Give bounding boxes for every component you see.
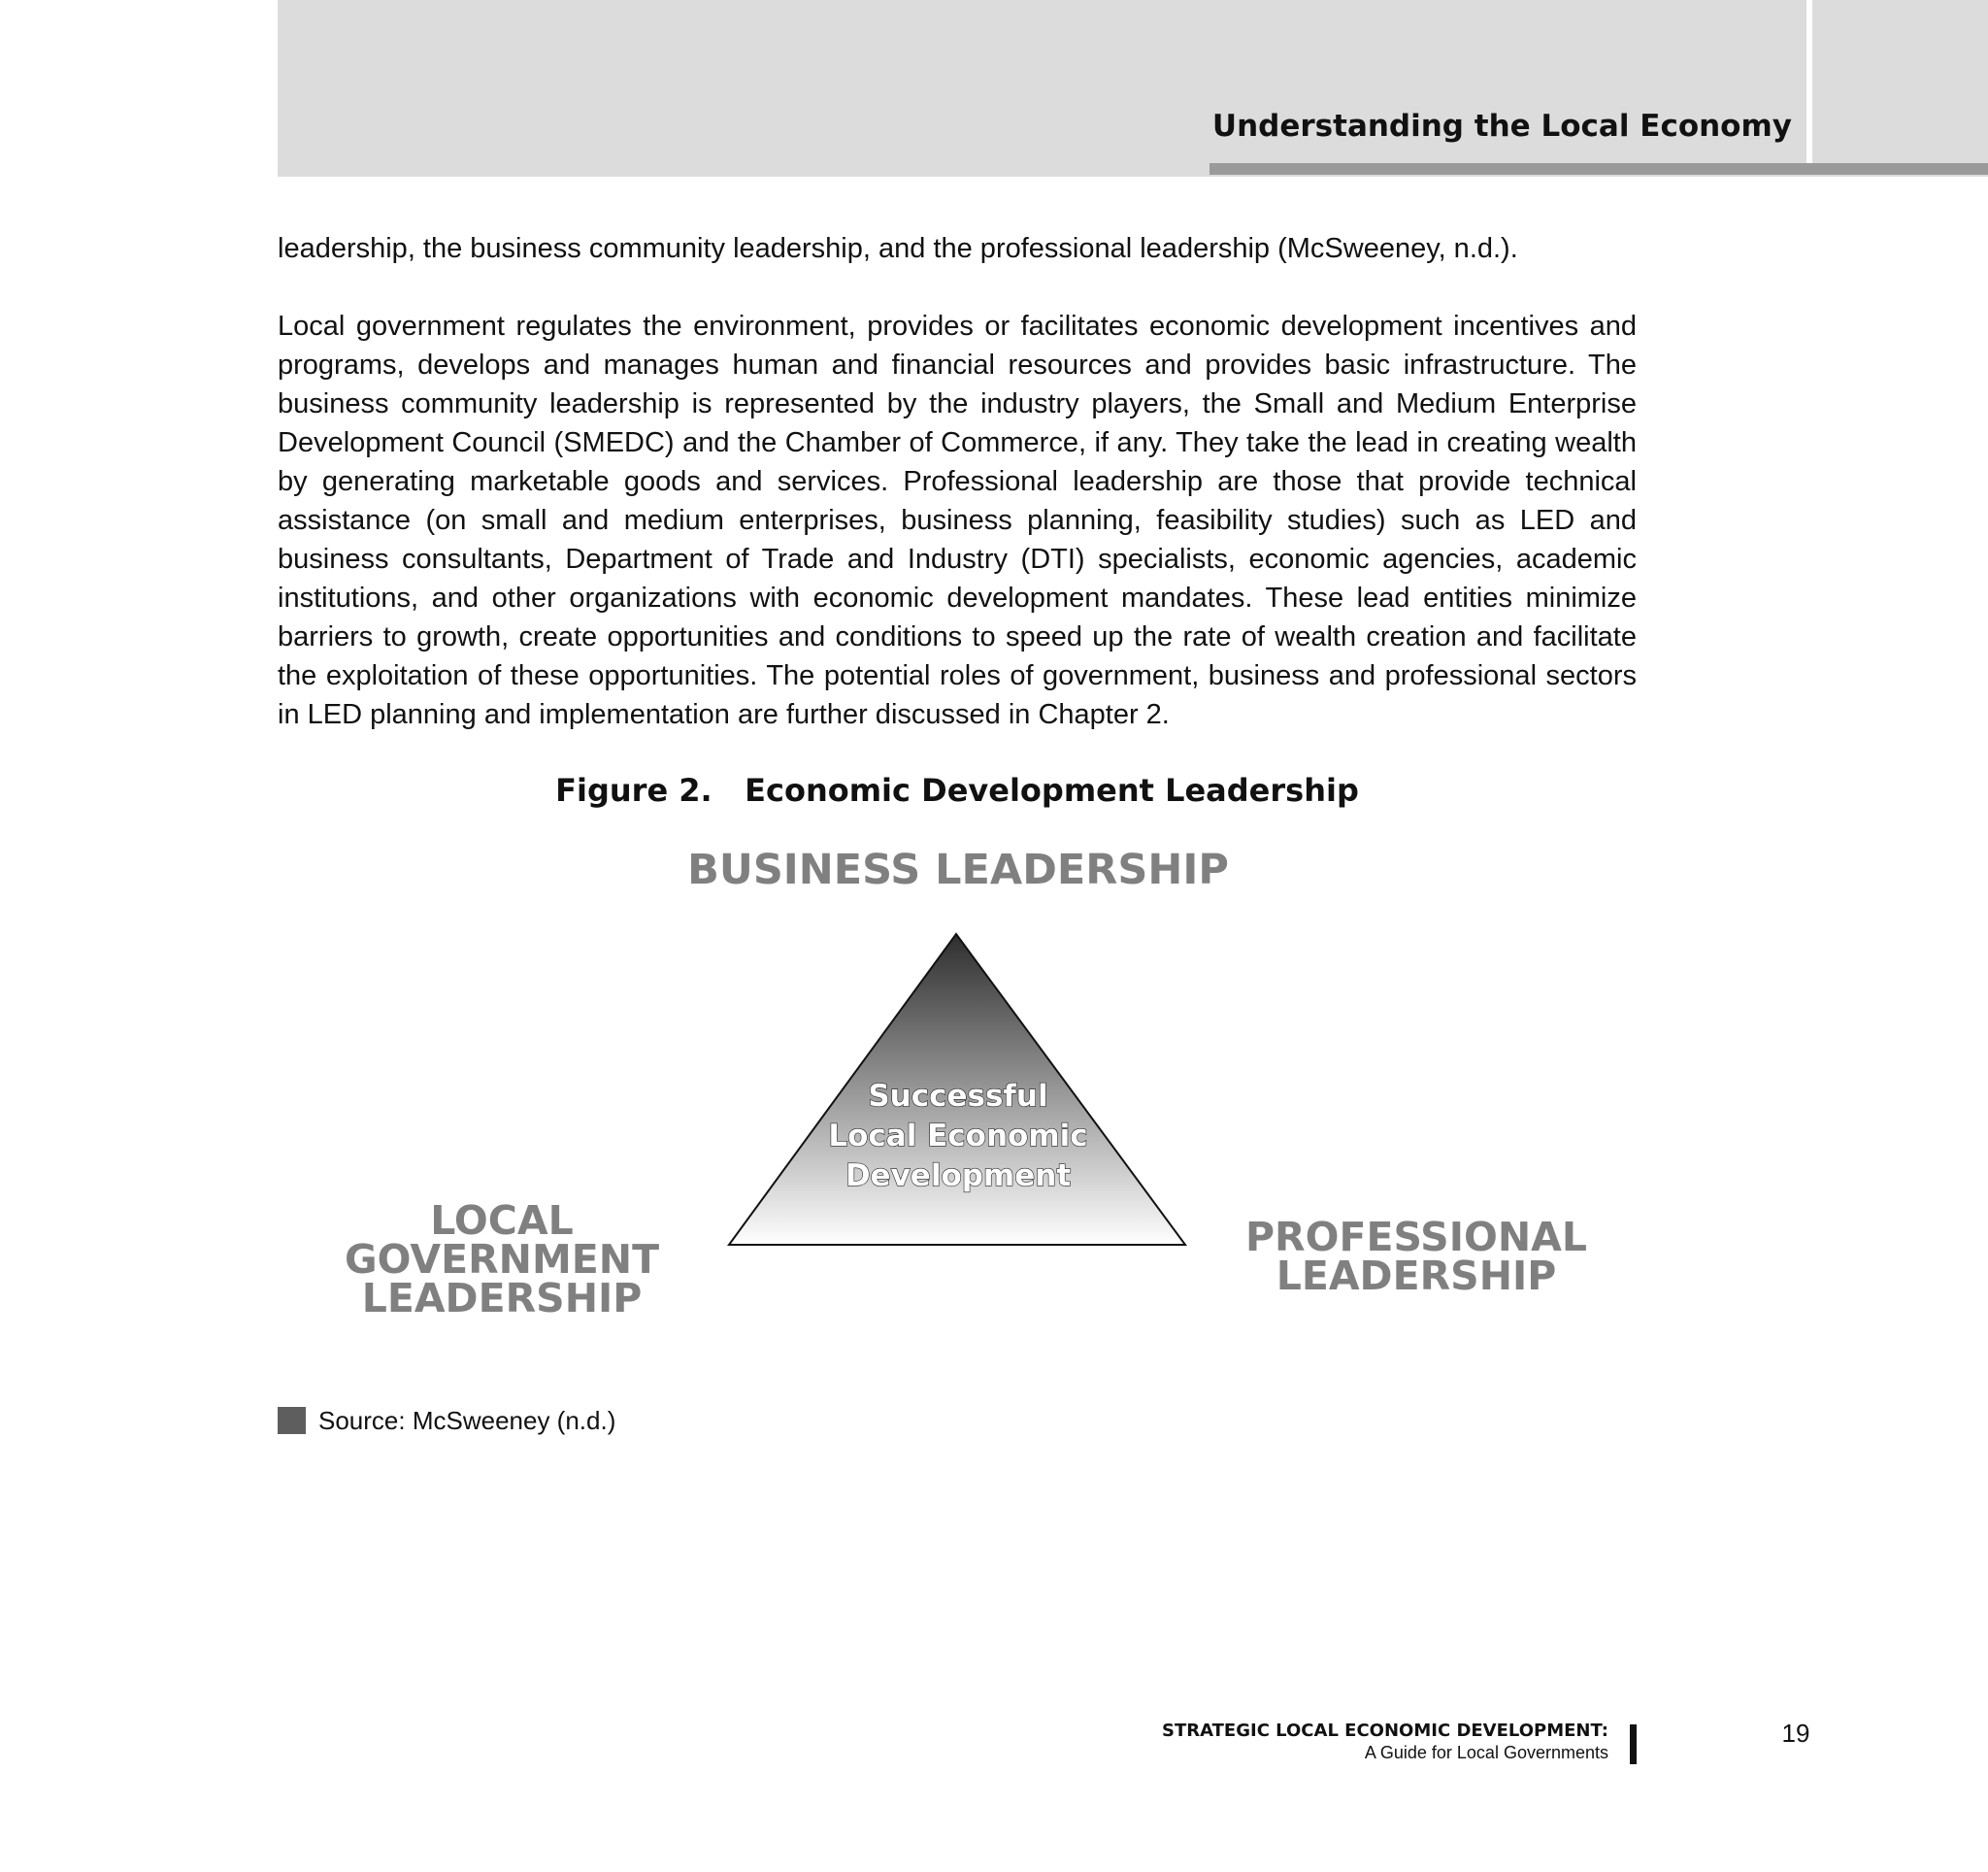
center-label-line-2: Local Economic [828, 1119, 1088, 1153]
center-label-line-3: Development [845, 1158, 1072, 1193]
figure-caption: Figure 2. Economic Development Leadership [555, 772, 1359, 809]
business-leadership-label: BUSINESS LEADERSHIP [687, 846, 1229, 894]
footer-title: STRATEGIC LOCAL ECONOMIC DEVELOPMENT: [1162, 1721, 1608, 1741]
right-label-line-2: LEADERSHIP [1276, 1253, 1557, 1299]
center-label-line-1: Successful [868, 1079, 1048, 1114]
left-label-line-1: LOCAL [430, 1197, 574, 1244]
body-paragraph: Local government regulates the environment, provides or facilitates economic development incentives and programs, develops and manages human and financial resources and provides basic infrastructure. The business community leadership is represented by the industry players, the Small and Medium Enterprise Development Council (SMEDC) and the Chamber of Commerce, if any. They take the lead in creating wealth by generating marketable goods and services. Professional leadership are those that provide technical assistance (on small and medium enterprises, business planning, feasibility studies) such as LED and business consultants, Department of Trade and Industry (DTI) specialists, economic agencies, academic institutions, and other organizations with economic development mandates. These lead entities minimize barriers to growth, create opportunities and conditions to speed up the rate of wealth creation and facilitate the exploitation of these opportunities. The potential roles of government, business and professional sectors in LED planning and implementation are further discussed in Chapter 2. [278, 311, 1637, 730]
footer-subtitle: A Guide for Local Governments [1364, 1743, 1608, 1762]
left-label-line-2: GOVERNMENT [344, 1236, 660, 1283]
left-label-line-3: LEADERSHIP [361, 1275, 643, 1321]
professional-leadership-label [1245, 1214, 1587, 1299]
running-head: Understanding the Local Economy [1211, 109, 1792, 144]
body-paragraph-continued: leadership, the business community leadership, and the professional leadership (McSweeney, n.d.). [278, 233, 1518, 264]
local-government-leadership-label [345, 1197, 659, 1321]
page-number: 19 [1781, 1719, 1810, 1748]
figure-source: Source: McSweeney (n.d.) [318, 1406, 616, 1435]
source-marker [278, 1407, 306, 1434]
right-label-line-1: PROFESSIONAL [1245, 1214, 1587, 1260]
footer-bar [1630, 1724, 1637, 1764]
